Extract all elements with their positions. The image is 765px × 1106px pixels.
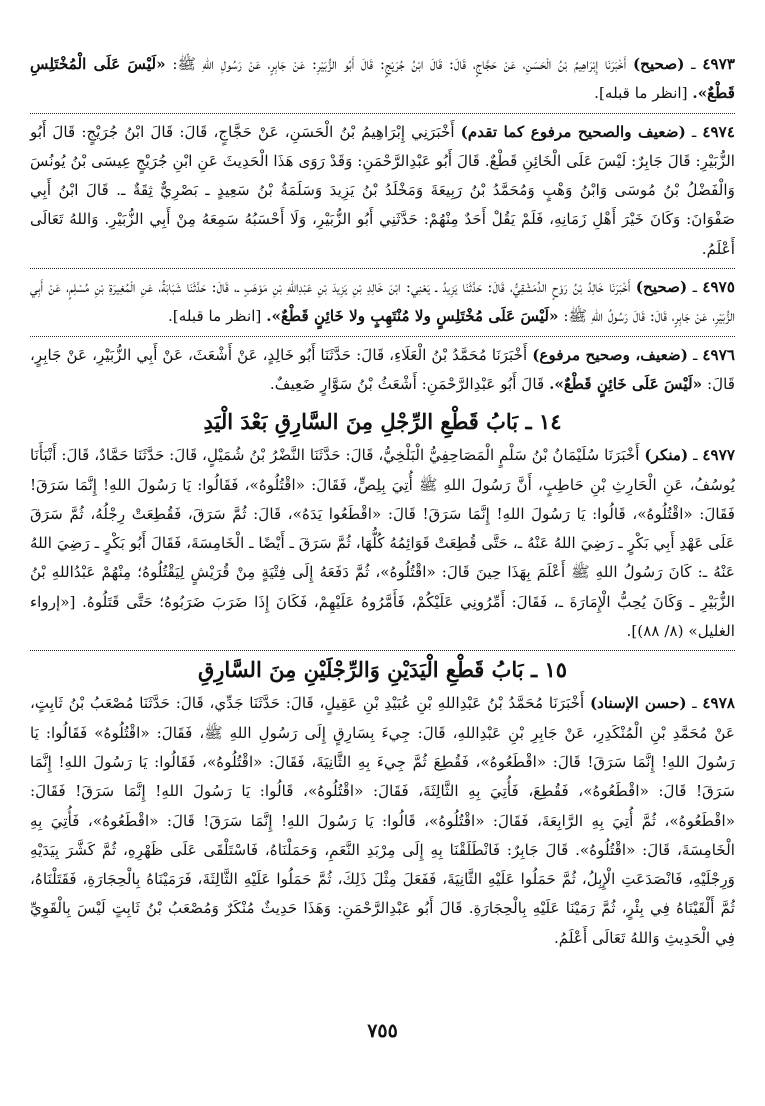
hadith-tail: قَالَ أَبُو عَبْدِالرَّحْمَنِ: أَشْعَثُ بْنُ سَوَّارٍ ضَعِيفٌ. [269,374,545,393]
hadith-note: [انظر ما قبله]. [167,307,262,326]
hadith-number: ٤٩٧٥ [702,278,735,297]
hadith-grade: (ضعيف، وصحيح مرفوع) [532,345,688,364]
hadith-text: أَخْبَرَنَا مُحَمَّدُ بْنُ الْعَلَاءِ، قَالَ: حَدَّثَنَا أَبُو خَالِدٍ، عَنْ أَشْعَثَ، عَنْ أَبِي الزُّبَيْرِ، عَنْ جَابِرٍ، قَالَ: [30,345,735,393]
hadith-note: [«إرواء الغليل» (٨/ ٨٨)]. [30,592,735,641]
hadith-grade: (حسن الإسناد) [589,694,687,713]
hadith-4973: ٤٩٧٣ ـ (صحيح) أَخْبَرَنَا إِبْرَاهِيمُ بْنُ الْحَسَنِ، عَنْ حَجَّاجٍ، قَالَ: قَالَ ابْنُ جُرَيْجٍ: قَالَ أَبُو الزُّبَيْرِ: عَنْ جَابِرٍ، عَنْ رَسُولِ اللهِ ﷺ: «لَيْسَ عَلَى الْمُخْتَلِسِ قَطْعٌ». [انظر ما قبله]. [30,50,735,114]
hadith-quote: «لَيْسَ عَلَى خَائِنٍ قَطْعٌ». [549,374,703,393]
hadith-text: أَخْبَرَنَا مُحَمَّدُ بْنُ عَبْدِاللهِ بْنِ عُبَيْدِ بْنِ عَقِيلٍ، قَالَ: حَدَّثَنَا جَدِّي، قَالَ: حَدَّثَنَا مُصْعَبُ بْنُ ثَابِتٍ، عَنْ مُحَمَّدِ بْنِ الْمُنْكَدِرِ، عَنْ جَابِرِ بْنِ عَبْدِاللهِ، قَالَ: جِيءَ بِسَارِقٍ إِلَى رَسُولِ اللهِ ﷺ، فَقَالَ: «اقْتُلُوهُ» فَقَالُوا: يَا رَسُولَ اللهِ! إِنَّمَا سَرَقَ! قَالَ: «اقْطَعُوهُ»، فَقُطِعَ ثُمَّ جِيءَ بِهِ الثَّانِيَةَ، فَقَالَ: «اقْتُلُوهُ»، فَقَالُوا: يَا رَسُولَ اللهِ! إِنَّمَا سَرَقَ! قَالَ: «اقْطَعُوهُ»، فَقُطِعَ، فَأُتِيَ بِهِ الثَّالِثَةَ، فَقَالَ: «اقْتُلُوهُ»، قَالُوا: يَا رَسُولَ اللهِ! إِنَّمَا سَرَقَ! فَقَالَ: «اقْطَعُوهُ»، ثُمَّ أُتِيَ بِهِ الرَّابِعَةَ، فَقَالَ: «اقْتُلُوهُ»، قَالُوا: يَا رَسُولَ اللهِ! إِنَّمَا سَرَقَ! قَالَ: «اقْطَعُوهُ»، فَأُتِيَ بِهِ الْخَامِسَةَ، قَالَ: «اقْتُلُوهُ». قَالَ جَابِرٌ: فَانْطَلَقْنَا بِهِ إِلَى مِرْبَدِ النَّعَمِ، وَحَمَلْنَاهُ، فَاسْتَلْقَى عَلَى ظَهْرِهِ، ثُمَّ كَشَّرَ بِيَدَيْهِ وَرِجْلَيْهِ، فَانْصَدَعَتِ الْإِبِلُ، ثُمَّ حَمَلُوا عَلَيْهِ الثَّانِيَةَ، فَفَعَلَ مِثْلَ ذَلِكَ، ثُمَّ حَمَلُوا عَلَيْهِ الثَّالِثَةَ، فَرَمَيْنَاهُ بِالْحِجَارَةِ، فَقَتَلْنَاهُ، ثُمَّ أَلْقَيْنَاهُ فِي بِئْرٍ، ثُمَّ رَمَيْنَا عَلَيْهِ بِالْحِجَارَةِ. قَالَ أَبُو عَبْدِالرَّحْمَنِ: وَهَذَا حَدِيثٌ مُنْكَرٌ وَمُصْعَبُ بْنُ ثَابِتٍ لَيْسَ بِالْقَوِيِّ فِي الْحَدِيثِ وَاللهُ تَعَالَى أَعْلَمُ. [30,694,735,947]
hadith-4975: ٤٩٧٥ ـ (صحيح) أَخْبَرَنَا خَالِدُ بْنُ رَوْحٍ الدِّمَشْقِيُّ، قَالَ: حَدَّثَنَا يَزِيدُ ـ يَعْنِي: ابْنَ خَالِدِ بْنِ يَزِيدَ بْنِ عَبْدِاللهِ بْنِ مَوْهَبٍ ـ، قَالَ: حَدَّثَنَا شَبَابَةُ، عَنِ الْمُغِيرَةِ بْنِ مُسْلِمٍ، عَنْ أَبِي الزُّبَيْرِ، عَنْ جَابِرٍ، قَالَ: قَالَ رَسُولُ اللهِ ﷺ: «لَيْسَ عَلَى مُخْتَلِسٍ ولا مُنْتَهِبٍ ولا خَائِنٍ قَطْعٌ». [انظر ما قبله]. [30,273,735,337]
page-number: ٧٥٥ [367,1020,398,1042]
hadith-grade: (صحيح) [632,55,685,73]
hadith-quote: «لَيْسَ عَلَى الْمُخْتَلِسِ قَطْعٌ». [30,55,735,103]
chapter-heading-15: ١٥ ـ بَابُ قَطْعِ الْيَدَيْنِ وَالرِّجْلَيْنِ مِنَ السَّارِقِ [197,657,568,683]
hadith-4977: ٤٩٧٧ ـ (منكر) أَخْبَرَنَا سُلَيْمَانُ بْنُ سَلْمٍ الْمَصَاحِفِيُّ الْبَلْخِيُّ، قَالَ: حَدَّثَنَا النَّضْرُ بْنُ شُمَيْلٍ، قَالَ: حَدَّثَنَا حَمَّادٌ، قَالَ: أَنْبَأَنَا يُوسُفُ، عَنِ الْحَارِثِ بْنِ حَاطِبٍ، أَنَّ رَسُولَ اللهِ ﷺ أُتِيَ بِلِصٍّ، فَقَالَ: «اقْتُلُوهُ»، فَقَالُوا: يَا رَسُولَ اللهِ! إِنَّمَا سَرَقَ! فَقَالَ: «اقْتُلُوهُ»، قَالُوا: يَا رَسُولَ اللهِ! إِنَّمَا سَرَقَ! قَالَ: «اقْطَعُوا يَدَهُ»، قَالَ: ثُمَّ سَرَقَ، فَقُطِعَتْ رِجْلُهُ، ثُمَّ سَرَقَ عَلَى عَهْدِ أَبِي بَكْرٍ ـ رَضِيَ اللهُ عَنْهُ ـ، حَتَّى قُطِعَتْ قَوَائِمُهُ كُلُّهَا، ثُمَّ سَرَقَ ـ أَيْضًا ـ الْخَامِسَةَ، فَقَالَ أَبُو بَكْرٍ ـ رَضِيَ اللهُ عَنْهُ ـ: كَانَ رَسُولُ اللهِ ﷺ أَعْلَمَ بِهَذَا حِينَ قَالَ: «اقْتُلُوهُ»، ثُمَّ دَفَعَهُ إِلَى فِتْيَةٍ مِنْ قُرَيْشٍ لِيَقْتُلُوهُ؛ مِنْهُمْ عَبْدُاللهِ بْنُ الزُّبَيْرِ ـ وَكَانَ يُحِبُّ الْإِمَارَةَ ـ، فَقَالَ: أَمِّرُونِي عَلَيْكُمْ، فَأَمَّرُوهُ عَلَيْهِمْ، فَكَانَ إِذَا ضَرَبَ ضَرَبُوهُ؛ حَتَّى قَتَلُوهُ. [«إرواء الغليل» (٨/ ٨٨)]. [30,441,735,651]
chapter-heading-14: ١٤ ـ بَابُ قَطْعِ الرِّجْلِ مِنَ السَّارِقِ بَعْدَ الْيَدِ [203,409,562,435]
hadith-4978: ٤٩٧٨ ـ (حسن الإسناد) أَخْبَرَنَا مُحَمَّدُ بْنُ عَبْدِاللهِ بْنِ عُبَيْدِ بْنِ عَقِيلٍ، قَالَ: حَدَّثَنَا جَدِّي، قَالَ: حَدَّثَنَا مُصْعَبُ بْنُ ثَابِتٍ، عَنْ مُحَمَّدِ بْنِ الْمُنْكَدِرِ، عَنْ جَابِرِ بْنِ عَبْدِاللهِ، قَالَ: جِيءَ بِسَارِقٍ إِلَى رَسُولِ اللهِ ﷺ، فَقَالَ: «اقْتُلُوهُ» فَقَالُوا: يَا رَسُولَ اللهِ! إِنَّمَا سَرَقَ! قَالَ: «اقْطَعُوهُ»، فَقُطِعَ ثُمَّ جِيءَ بِهِ الثَّانِيَةَ، فَقَالَ: «اقْتُلُوهُ»، فَقَالُوا: يَا رَسُولَ اللهِ! إِنَّمَا سَرَقَ! قَالَ: «اقْطَعُوهُ»، فَقُطِعَ، فَأُتِيَ بِهِ الثَّالِثَةَ، فَقَالَ: «اقْتُلُوهُ»، قَالُوا: يَا رَسُولَ اللهِ! إِنَّمَا سَرَقَ! فَقَالَ: «اقْطَعُوهُ»، ثُمَّ أُتِيَ بِهِ الرَّابِعَةَ، فَقَالَ: «اقْتُلُوهُ»، قَالُوا: يَا رَسُولَ اللهِ! إِنَّمَا سَرَقَ! قَالَ: «اقْطَعُوهُ»، فَأُتِيَ بِهِ الْخَامِسَةَ، قَالَ: «اقْتُلُوهُ». قَالَ جَابِرٌ: فَانْطَلَقْنَا بِهِ إِلَى مِرْبَدِ النَّعَمِ، وَحَمَلْنَاهُ، فَاسْتَلْقَى عَلَى ظَهْرِهِ، ثُمَّ كَشَّرَ بِيَدَيْهِ وَرِجْلَيْهِ، فَانْصَدَعَتِ الْإِبِلُ، ثُمَّ حَمَلُوا عَلَيْهِ الثَّانِيَةَ، فَفَعَلَ مِثْلَ ذَلِكَ، ثُمَّ حَمَلُوا عَلَيْهِ الثَّالِثَةَ، فَرَمَيْنَاهُ بِالْحِجَارَةِ، فَقَتَلْنَاهُ، ثُمَّ أَلْقَيْنَاهُ فِي بِئْرٍ، ثُمَّ رَمَيْنَا عَلَيْهِ بِالْحِجَارَةِ. قَالَ أَبُو عَبْدِالرَّحْمَنِ: وَهَذَا حَدِيثٌ مُنْكَرٌ وَمُصْعَبُ بْنُ ثَابِتٍ لَيْسَ بِالْقَوِيِّ فِي الْحَدِيثِ وَاللهُ تَعَالَى أَعْلَمُ. [30,694,736,947]
hadith-text: أَخْبَرَنَا سُلَيْمَانُ بْنُ سَلْمٍ الْمَصَاحِفِيُّ الْبَلْخِيُّ، قَالَ: حَدَّثَنَا النَّضْرُ بْنُ شُمَيْلٍ، قَالَ: حَدَّثَنَا حَمَّادٌ، قَالَ: أَنْبَأَنَا يُوسُفُ، عَنِ الْحَارِثِ بْنِ حَاطِبٍ، أَنَّ رَسُولَ اللهِ ﷺ أُتِيَ بِلِصٍّ، فَقَالَ: «اقْتُلُوهُ»، فَقَالُوا: يَا رَسُولَ اللهِ! إِنَّمَا سَرَقَ! فَقَالَ: «اقْتُلُوهُ»، قَالُوا: يَا رَسُولَ اللهِ! إِنَّمَا سَرَقَ! قَالَ: «اقْطَعُوا يَدَهُ»، قَالَ: ثُمَّ سَرَقَ، فَقُطِعَتْ رِجْلُهُ، ثُمَّ سَرَقَ عَلَى عَهْدِ أَبِي بَكْرٍ ـ رَضِيَ اللهُ عَنْهُ ـ، حَتَّى قُطِعَتْ قَوَائِمُهُ كُلُّهَا، ثُمَّ سَرَقَ ـ أَيْضًا ـ الْخَامِسَةَ، فَقَالَ أَبُو بَكْرٍ ـ رَضِيَ اللهُ عَنْهُ ـ: كَانَ رَسُولُ اللهِ ﷺ أَعْلَمَ بِهَذَا حِينَ قَالَ: «اقْتُلُوهُ»، ثُمَّ دَفَعَهُ إِلَى فِتْيَةٍ مِنْ قُرَيْشٍ لِيَقْتُلُوهُ؛ مِنْهُمْ عَبْدُاللهِ بْنُ الزُّبَيْرِ ـ وَكَانَ يُحِبُّ الْإِمَارَةَ ـ، فَقَالَ: أَمِّرُونِي عَلَيْكُمْ، فَأَمَّرُوهُ عَلَيْهِمْ، فَكَانَ إِذَا ضَرَبَ ضَرَبُوهُ؛ حَتَّى قَتَلُوهُ. [30,446,735,611]
hadith-number: ٤٩٧٣ [702,55,736,73]
hadith-quote: «لَيْسَ عَلَى مُخْتَلِسٍ ولا مُنْتَهِبٍ ولا خَائِنٍ قَطْعٌ». [266,307,559,326]
hadith-number: ٤٩٧٨ [702,694,736,713]
hadith-grade: (منكر) [644,446,689,465]
hadith-number: ٤٩٧٦ [702,345,736,364]
hadith-grade: (صحيح) [635,278,688,297]
hadith-note: [انظر ما قبله]. [594,84,688,103]
hadith-text: أَخْبَرَنَا خَالِدُ بْنُ رَوْحٍ الدِّمَشْقِيُّ، قَالَ: حَدَّثَنَا يَزِيدُ ـ يَعْنِي: ابْنَ خَالِدِ بْنِ يَزِيدَ بْنِ عَبْدِاللهِ بْنِ مَوْهَبٍ ـ، قَالَ: حَدَّثَنَا شَبَابَةُ، عَنِ الْمُغِيرَةِ بْنِ مُسْلِمٍ، عَنْ أَبِي الزُّبَيْرِ، عَنْ جَابِرٍ، قَالَ: قَالَ رَسُولُ اللهِ ﷺ: [30,278,735,326]
page [30,50,735,1100]
hadith-4974: ٤٩٧٤ ـ (ضعيف والصحيح مرفوع كما تقدم) أَخْبَرَنِي إِبْرَاهِيمُ بْنُ الْحَسَنِ، عَنْ حَجَّاجٍ، قَالَ: قَالَ ابْنُ جُرَيْجٍ: قَالَ أَبُو الزُّبَيْرِ: قَالَ جَابِرٌ: لَيْسَ عَلَى الْخَائِنِ قَطْعٌ. قَالَ أَبُو عَبْدِالرَّحْمَنِ: وَقَدْ رَوَى هَذَا الْحَدِيثَ عَنِ ابْنِ جُرَيْجٍ عِيسَى بْنُ يُونُسَ وَالْفَضْلُ بْنُ مُوسَى وَابْنُ وَهْبٍ وَمُحَمَّدُ بْنُ رَبِيعَةَ وَمَخْلَدُ بْنُ يَزِيدَ وَسَلَمَةُ بْنُ سَعِيدٍ ـ بَصْرِيٌّ ثِقَةٌ ـ. قَالَ ابْنُ أَبِي صَفْوَانَ: وَكَانَ خَيْرَ أَهْلِ زَمَانِهِ، فَلَمْ يَقُلْ أَحَدٌ مِنْهُمْ: حَدَّثَنِي أَبُو الزُّبَيْرِ، وَلَا أَحْسَبُهُ سَمِعَهُ مِنْ أَبِي الزُّبَيْرِ. وَاللهُ تَعَالَى أَعْلَمُ. [30,118,735,269]
hadith-grade: (ضعيف والصحيح مرفوع كما تقدم) [460,122,686,141]
hadith-4976: ٤٩٧٦ ـ (ضعيف، وصحيح مرفوع) أَخْبَرَنَا مُحَمَّدُ بْنُ الْعَلَاءِ، قَالَ: حَدَّثَنَا أَبُو خَالِدٍ، عَنْ أَشْعَثَ، عَنْ أَبِي الزُّبَيْرِ، عَنْ جَابِرٍ، قَالَ: «لَيْسَ عَلَى خَائِنٍ قَطْعٌ». قَالَ أَبُو عَبْدِالرَّحْمَنِ: أَشْعَثُ بْنُ سَوَّارٍ ضَعِيفٌ. [30,345,736,393]
hadith-number: ٤٩٧٧ [702,446,736,465]
hadith-text: أَخْبَرَنِي إِبْرَاهِيمُ بْنُ الْحَسَنِ، عَنْ حَجَّاجٍ، قَالَ: قَالَ ابْنُ جُرَيْجٍ: قَالَ أَبُو الزُّبَيْرِ: قَالَ جَابِرٌ: لَيْسَ عَلَى الْخَائِنِ قَطْعٌ. قَالَ أَبُو عَبْدِالرَّحْمَنِ: وَقَدْ رَوَى هَذَا الْحَدِيثَ عَنِ ابْنِ جُرَيْجٍ عِيسَى بْنُ يُونُسَ وَالْفَضْلُ بْنُ مُوسَى وَابْنُ وَهْبٍ وَمُحَمَّدُ بْنُ رَبِيعَةَ وَمَخْلَدُ بْنُ يَزِيدَ وَسَلَمَةُ بْنُ سَعِيدٍ ـ بَصْرِيٌّ ثِقَةٌ ـ. قَالَ ابْنُ أَبِي صَفْوَانَ: وَكَانَ خَيْرَ أَهْلِ زَمَانِهِ، فَلَمْ يَقُلْ أَحَدٌ مِنْهُمْ: حَدَّثَنِي أَبُو الزُّبَيْرِ، وَلَا أَحْسَبُهُ سَمِعَهُ مِنْ أَبِي الزُّبَيْرِ. وَاللهُ تَعَالَى أَعْلَمُ. [30,122,735,258]
hadith-text: أَخْبَرَنَا إِبْرَاهِيمُ بْنُ الْحَسَنِ، عَنْ حَجَّاجٍ، قَالَ: قَالَ ابْنُ جُرَيْجٍ: قَالَ أَبُو الزُّبَيْرِ: عَنْ جَابِرٍ، عَنْ رَسُولِ اللهِ ﷺ: [172,55,627,73]
hadith-number: ٤٩٧٤ [702,122,735,141]
